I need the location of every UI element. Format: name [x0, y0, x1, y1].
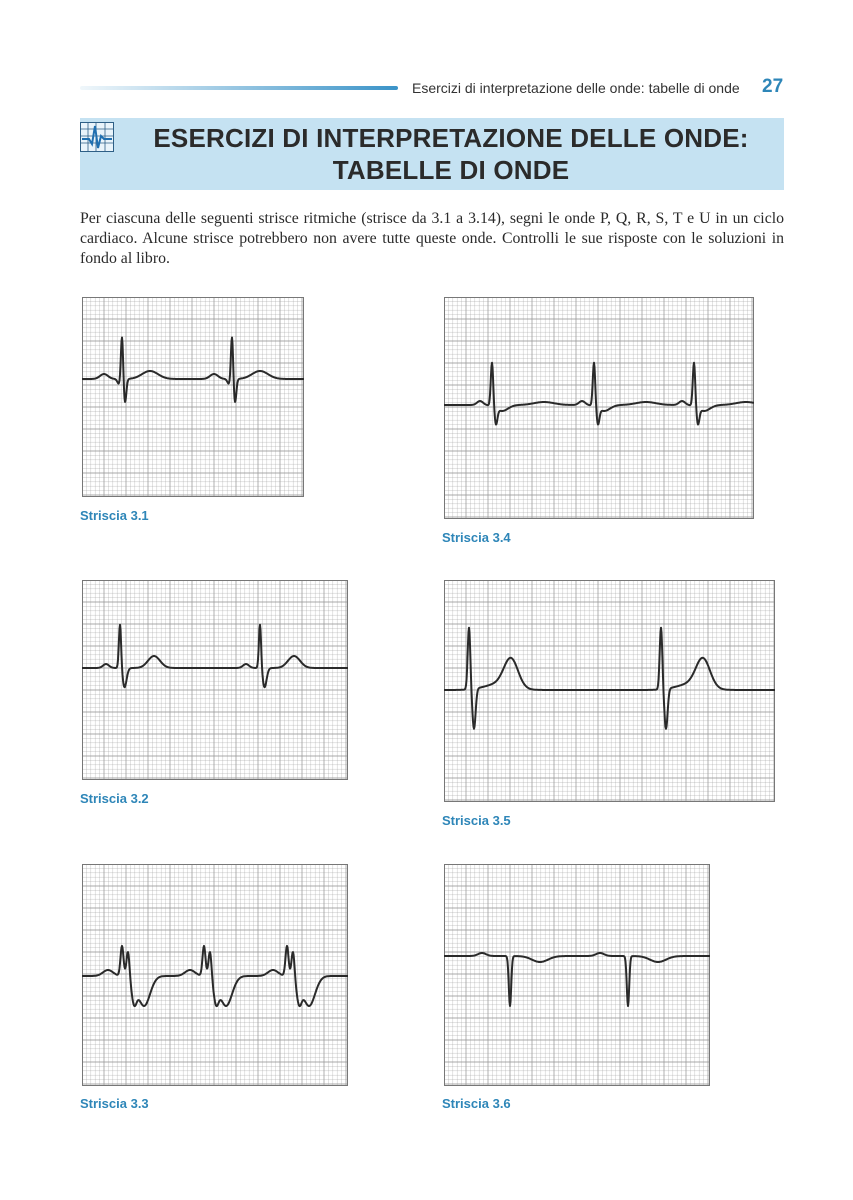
rhythm-strip-3-4 — [444, 297, 754, 519]
page-number: 27 — [762, 76, 784, 97]
rhythm-strip-3-3 — [82, 864, 348, 1086]
section-title-line-1: ESERCIZI DI INTERPRETAZIONE DELLE ONDE: — [153, 123, 749, 153]
intro-paragraph: Per ciascuna delle seguenti strisce ritmiche (strisce da 3.1 a 3.14), segni le onde P, Q, R, S, T e U in un ciclo cardiaco. Alcune strisce potrebbero non avere tutte queste onde. Controlli le sue risposte con le soluzioni in fondo al libro. — [80, 210, 784, 267]
rhythm-strip-3-2 — [82, 580, 348, 780]
section-title — [118, 122, 784, 186]
strip-caption: Striscia 3.4 — [442, 530, 511, 545]
strip-caption: Striscia 3.1 — [80, 508, 149, 523]
rhythm-strip-3-6 — [444, 864, 710, 1086]
strip-caption: Striscia 3.2 — [80, 791, 149, 806]
header-rule — [80, 86, 398, 90]
strip-caption: Striscia 3.3 — [80, 1096, 149, 1111]
section-banner — [80, 118, 784, 190]
running-title: Esercizi di interpretazione delle onde: tabelle di onde — [412, 80, 740, 96]
strip-caption: Striscia 3.5 — [442, 813, 511, 828]
section-title-line-2: TABELLE DI ONDE — [332, 155, 570, 185]
rhythm-strip-3-5 — [444, 580, 775, 802]
rhythm-strip-3-1 — [82, 297, 304, 497]
strip-caption: Striscia 3.6 — [442, 1096, 511, 1111]
ecg-grid-icon — [80, 122, 114, 152]
